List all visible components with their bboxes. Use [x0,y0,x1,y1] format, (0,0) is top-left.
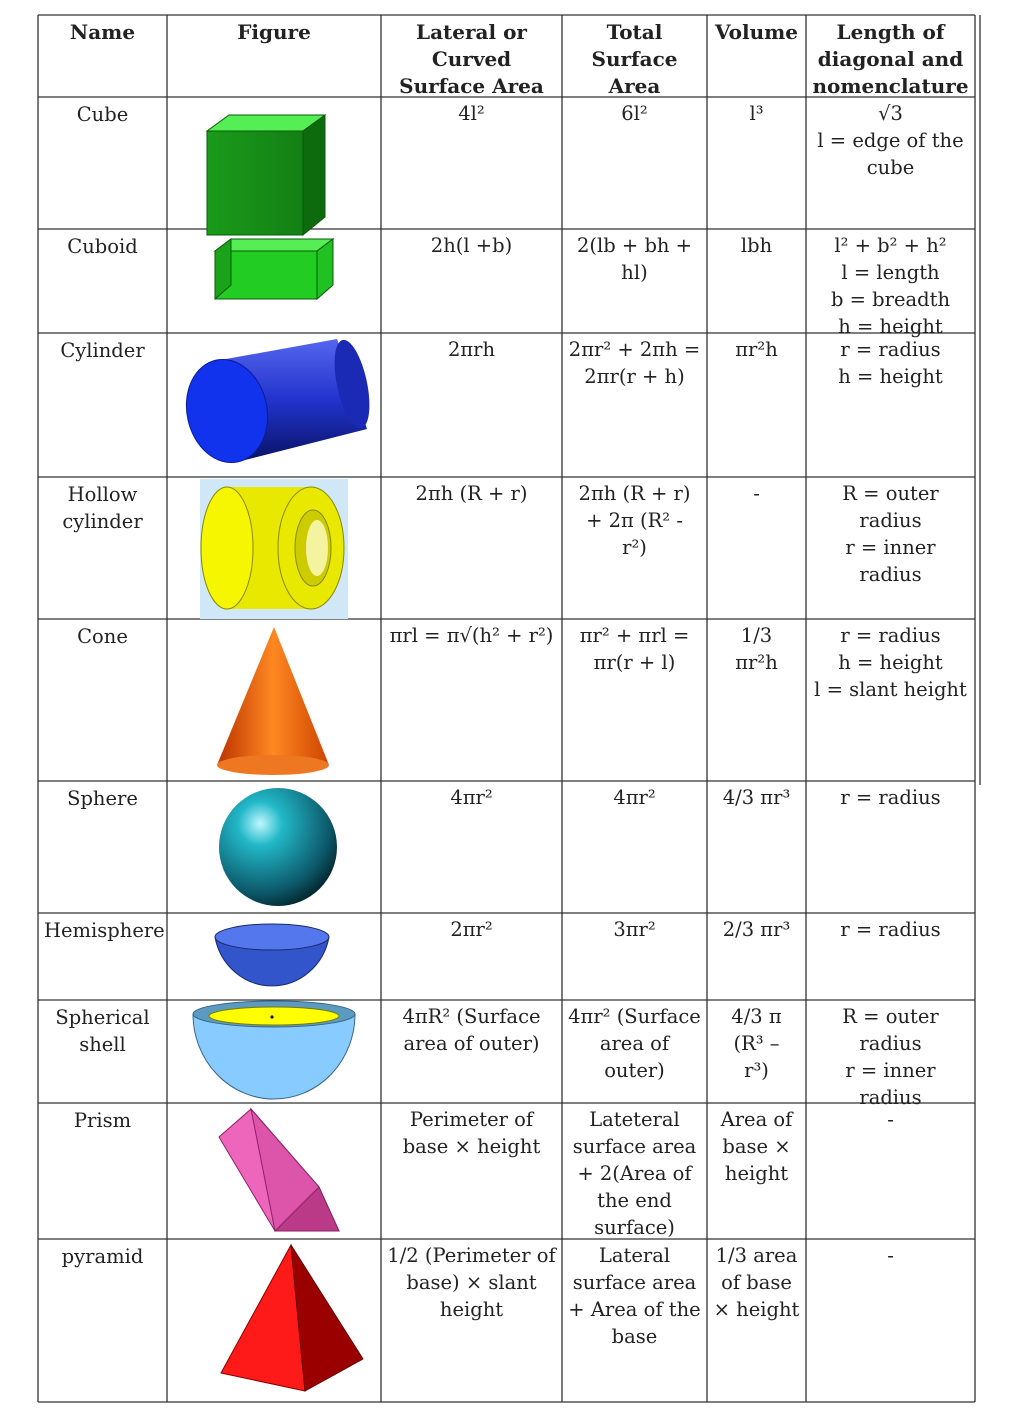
shape-name-line: cylinder [62,510,143,533]
diagonal-cell [806,913,975,1000]
total-area-cell [562,1000,707,1103]
lateral-area-cell [381,229,562,333]
lateral-area-line: 4πR² (Surface [402,1005,541,1028]
total-area-line: πr² + πrl = [579,624,690,647]
volume-line: πr²h [735,338,778,361]
lateral-area-line: 4πr² [450,786,493,809]
total-area-line: 4πr² (Surface [568,1005,701,1028]
header-diagonal [806,15,975,97]
lateral-area-line: πrl = π√(h² + r²) [389,624,554,647]
shape-name-line: Spherical [55,1006,150,1029]
volume-line: - [753,482,760,505]
shape-name-cell [38,913,167,1000]
lateral-area-line: base × height [402,1135,541,1158]
volume-cell [707,1103,806,1239]
shape-name-cell [38,1239,167,1402]
diagonal-line: r = radius [840,338,941,361]
volume-line: Area of [720,1108,793,1131]
shape-figure-cell [167,1103,381,1239]
lateral-area-cell [381,477,562,619]
volume-cell [707,97,806,229]
shape-figure-cell [167,477,381,619]
header-text-line: Name [69,20,136,44]
total-area-line: surface) [594,1216,675,1239]
shape-name-line: Sphere [67,787,138,810]
shape-name-cell [38,1103,167,1239]
shape-name-line: Cylinder [60,339,145,362]
shape-name-line: shell [79,1033,126,1056]
total-area-line: hl) [621,261,648,284]
total-area-line: area of outer) [599,1032,670,1082]
diagonal-cell [806,619,975,781]
header-text-line: Figure [237,20,311,44]
lateral-area-line: 4l² [458,102,485,125]
volume-line: l³ [749,102,764,125]
volume-cell [707,619,806,781]
total-area-line: 2πh (R + r) [578,482,691,505]
total-area-line: 2πr(r + h) [584,365,685,388]
total-area-line: Lateral [598,1244,671,1267]
total-area-line: surface area [572,1135,697,1158]
volume-line: height [724,1162,789,1185]
shape-name-cell [38,619,167,781]
shape-name-line: Prism [73,1109,132,1132]
volume-line: r³) [744,1059,769,1082]
diagonal-cell [806,1000,975,1109]
lateral-area-line: area of outer) [403,1032,540,1055]
volume-line: × height [713,1298,800,1321]
shape-figure-cell [167,97,381,229]
lateral-area-cell [381,1000,562,1103]
shape-name-line: Hemisphere [44,919,165,942]
lateral-area-cell [381,333,562,477]
header-lateral-area [381,15,562,97]
volume-cell [707,1000,806,1103]
total-area-line: 2πr² + 2πh = [568,338,701,361]
diagonal-cell [806,1103,975,1239]
shape-figure-cell [167,229,381,333]
total-area-cell [562,97,707,229]
lateral-area-line: 2πrh [447,338,496,361]
total-area-line: surface area [572,1271,697,1294]
diagonal-line: l² + b² + h² [834,234,947,257]
diagonal-line: radius [859,509,922,532]
header-figure [167,15,381,97]
total-area-cell [562,913,707,1000]
diagonal-line: R = outer [842,482,939,505]
total-area-cell [562,781,707,913]
total-area-line: 4πr² [613,786,656,809]
lateral-area-line: 1/2 (Perimeter of [387,1244,556,1267]
diagonal-cell [806,781,975,913]
diagonal-cell [806,1239,975,1402]
total-area-line: 6l² [621,102,648,125]
diagonal-line: √3 [878,102,903,125]
diagonal-line: - [887,1244,894,1267]
header-text-line: Area [608,74,661,98]
header-volume [707,15,806,97]
volume-cell [707,333,806,477]
shape-name-line: Cuboid [67,235,138,258]
shape-name-cell [38,781,167,913]
volume-line: lbh [740,234,773,257]
shape-figure-cell [167,333,381,477]
lateral-area-cell [381,619,562,781]
diagonal-line: r = radius [840,918,941,941]
total-area-line: r²) [622,536,647,559]
header-text-line: Lateral or [416,20,527,44]
shape-figure-cell [167,1239,381,1402]
volume-cell [707,1239,806,1402]
volume-line: 4/3 π [731,1005,782,1028]
diagonal-line: cube [866,156,915,179]
total-area-line: the end [597,1189,672,1212]
total-area-line: πr(r + l) [593,651,676,674]
diagonal-line: r = radius [840,786,941,809]
diagonal-line: b = breadth [830,288,951,311]
total-area-line: 3πr² [613,918,656,941]
header-text-line: diagonal and [817,47,964,71]
lateral-area-cell [381,1239,562,1402]
total-area-line: Lateteral [589,1108,680,1131]
total-area-cell [562,477,707,619]
volume-cell [707,229,806,333]
header-text-line: nomenclature [812,74,969,98]
diagonal-line: - [887,1108,894,1131]
total-area-cell [562,1239,707,1402]
total-area-cell [562,619,707,781]
diagonal-cell [806,333,975,477]
lateral-area-line: base) × slant [406,1271,537,1294]
volume-cell [707,477,806,619]
diagonal-line: l = edge of the [817,129,964,152]
shape-name-cell [38,229,167,333]
diagonal-line: h = height [838,365,943,388]
total-area-line: 2(lb + bh + [576,234,693,257]
total-area-line: base [611,1325,658,1348]
diagonal-line: R = outer [842,1005,939,1028]
diagonal-line: radius [859,1032,922,1055]
volume-cell [707,781,806,913]
header-total-area [562,15,707,97]
header-name [38,15,167,97]
volume-line: 4/3 πr³ [722,786,791,809]
shape-figure-cell [167,619,381,781]
lateral-area-cell [381,1103,562,1239]
total-area-line: + 2(Area of [577,1162,692,1185]
lateral-area-line: height [439,1298,504,1321]
header-text-line: Total [606,20,663,44]
diagonal-line: h = height [838,315,943,338]
diagonal-cell [806,97,975,229]
shape-name-line: Hollow [67,483,138,506]
diagonal-line: l = length [841,261,940,284]
shape-name-line: pyramid [61,1245,144,1268]
diagonal-line: r = inner radius [845,536,936,586]
shape-figure-cell [167,781,381,913]
shape-name-line: Cone [77,625,128,648]
lateral-area-line: 2πh (R + r) [415,482,528,505]
diagonal-line: h = height [838,651,943,674]
diagonal-cell [806,229,975,338]
shape-name-cell [38,97,167,229]
diagonal-cell [806,477,975,619]
header-text-line: Volume [714,20,799,44]
total-area-cell [562,333,707,477]
lateral-area-line: Perimeter of [409,1108,534,1131]
shape-figure-cell [167,1000,381,1103]
volume-line: 1/3 [740,624,773,647]
shape-name-cell [38,333,167,477]
diagonal-line: l = slant height [814,678,967,701]
header-text-line: Surface Area [399,74,544,98]
total-area-cell [562,1103,707,1239]
diagonal-line: r = radius [840,624,941,647]
header-text-line: Curved [431,47,512,71]
header-text-line: Surface [591,47,678,71]
volume-line: base × [722,1135,791,1158]
header-text-line: Length of [836,20,945,44]
lateral-area-cell [381,913,562,1000]
volume-line: πr²h [735,651,778,674]
lateral-area-line: 2πr² [450,918,493,941]
volume-line: (R³ – [733,1032,780,1055]
lateral-area-cell [381,781,562,913]
total-area-line: + Area of the [568,1298,701,1321]
shape-figure-cell [167,913,381,1000]
volume-line: of base [721,1271,792,1294]
shape-name-line: Cube [76,103,129,126]
total-area-cell [562,229,707,333]
lateral-area-line: 2h(l +b) [430,234,513,257]
volume-cell [707,913,806,1000]
lateral-area-cell [381,97,562,229]
shape-name-cell [38,477,167,619]
total-area-line: + 2π (R² - [586,509,683,532]
volume-line: 2/3 πr³ [722,918,791,941]
volume-line: 1/3 area [715,1244,798,1267]
shape-name-cell [38,1000,167,1103]
diagonal-line: r = inner radius [845,1059,936,1109]
